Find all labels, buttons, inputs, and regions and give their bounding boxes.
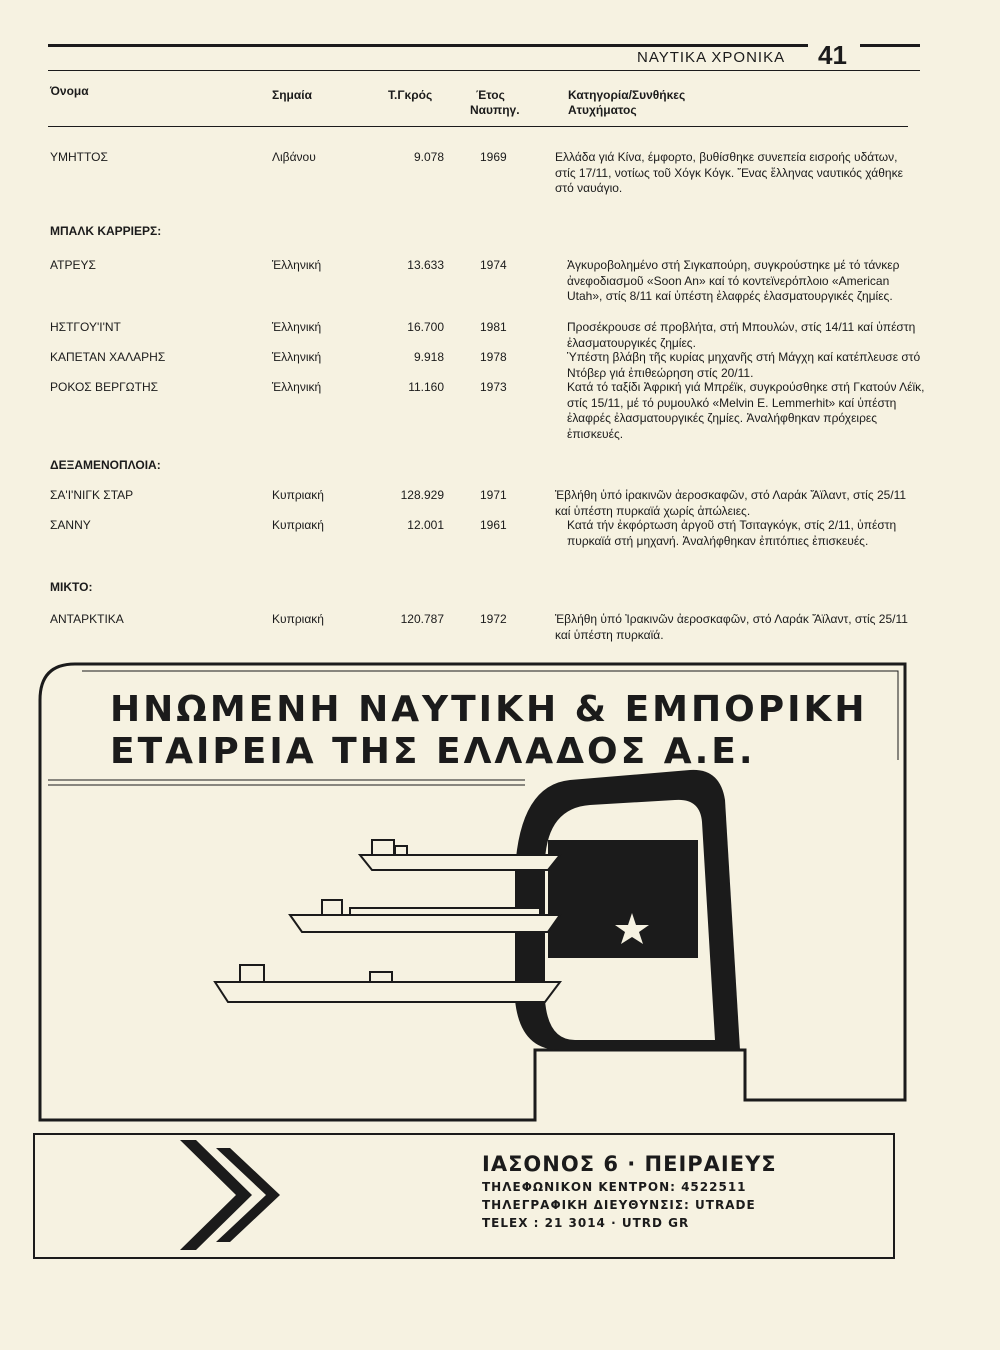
ship-grt: 9.918 xyxy=(413,350,444,364)
ship-flag: Ἑλληνική xyxy=(272,320,322,334)
ship-grt: 128.929 xyxy=(400,488,444,502)
col-header-year-1: Έτος xyxy=(476,88,505,102)
ad-address: ΙΑΣΟΝΟΣ 6 · ΠΕΙΡΑΙΕΥΣ xyxy=(482,1152,777,1176)
ship-grt: 120.787 xyxy=(400,612,444,626)
ship-flag: Κυπριακή xyxy=(272,488,324,502)
ad-telegraph: ΤΗΛΕΓΡΑΦΙΚΗ ΔΙΕΥΘΥΝΣΙΣ: UTRADE xyxy=(482,1198,756,1212)
ad-company-name-line-2: ΕΤΑΙΡΕΙΑ ΤΗΣ ΕΛΛΑΔΟΣ Α.Ε. xyxy=(110,731,756,772)
ad-phone: ΤΗΛΕΦΩΝΙΚΟΝ ΚΕΝΤΡΟΝ: 4522511 xyxy=(482,1180,747,1194)
ship-year: 1972 xyxy=(480,612,507,626)
ship-year: 1969 xyxy=(480,150,507,164)
ship-description: Ελλάδα γιά Κίνα, έμφορτο, βυθίσθηκε συνεπεία εισροής υδάτων, στίς 17/11, νοτίως τοῦ Χόγκ Κόγκ. Ἕνας ἕλληνας ναυτικός χάθηκε στό ναυάγιο. xyxy=(555,150,903,195)
ship-name: ΡΟΚΟΣ ΒΕΡΓΩΤΗΣ xyxy=(50,380,159,394)
ship-grt: 13.633 xyxy=(407,258,444,272)
col-header-flag: Σημαία xyxy=(272,88,312,102)
ship-description: Προσέκρουσε σέ προβλήτα, στή Μπουλών, στίς 14/11 καί ὑπέστη ἐλασματουργικές ζημίες. xyxy=(567,320,916,350)
page-number: 41 xyxy=(818,40,847,70)
ship-description: Ἐβλήθη ὑπό Ἰρακινῶν ἀεροσκαφῶν, στό Λαράκ Ἄϊλαντ, στίς 25/11 καί ὑπέστη πυρκαϊά. xyxy=(555,612,908,642)
ship-year: 1981 xyxy=(480,320,507,334)
ship-year: 1974 xyxy=(480,258,507,272)
ship-name: ΣΑΝΝΥ xyxy=(50,518,91,532)
col-header-name: Όνομα xyxy=(50,84,89,98)
ship-year: 1961 xyxy=(480,518,507,532)
ship-name: ΑΝΤΑΡΚΤΙΚΑ xyxy=(50,612,124,626)
section-heading: ΜΙΚΤΟ: xyxy=(50,580,93,594)
section-heading: ΔΕΞΑΜΕΝΟΠΛΟΙΑ: xyxy=(50,458,161,472)
section-heading: ΜΠΑΛΚ ΚΑΡΡΙΕΡΣ: xyxy=(50,224,162,238)
ship-name: ΗΣΤΓΟΥ'Ι'ΝΤ xyxy=(50,320,121,334)
col-header-grt: Τ.Γκρός xyxy=(388,88,433,102)
ship-bottom xyxy=(215,965,560,1002)
ship-flag: Ἑλληνική xyxy=(272,258,322,272)
ship-description: Ἐβλήθη ὑπό ἰρακινῶν ἀεροσκαφῶν, στό Λαράκ Ἄϊλαντ, στίς 25/11 καί ὑπέστη πυρκαϊά χωρίς ἀπώλειες. xyxy=(555,488,907,518)
ad-telex: TELEX : 21 3014 · UTRD GR xyxy=(482,1216,690,1230)
ship-flag: Λιβάνου xyxy=(272,150,316,164)
ad-company-name-line-1: ΗΝΩΜΕΝΗ ΝΑΥΤΙΚΗ & ΕΜΠΟΡΙΚΗ xyxy=(110,689,868,730)
ship-name: ΣΑ'Ι'ΝΙΓΚ ΣΤΑΡ xyxy=(50,488,134,502)
ship-grt: 11.160 xyxy=(408,380,444,394)
ship-year: 1971 xyxy=(480,488,507,502)
col-header-category-1: Κατηγορία/Συνθήκες xyxy=(568,88,686,102)
ship-flag: Κυπριακή xyxy=(272,612,324,626)
ship-description: Κατά τήν ἐκφόρτωση ἀργοῦ στή Τσιταγκόγκ, στίς 2/11, ὑπέστη πυρκαϊά στή μηχανή. Ἀναλήφθηκαν ἐπιτόπιες ἐπισκευές. xyxy=(567,518,897,548)
ship-flag: Ἑλληνική xyxy=(272,380,322,394)
ship-flag: Κυπριακή xyxy=(272,518,324,532)
ship-description: Ἀγκυροβολημένο στή Σιγκαπούρη, συγκρούστηκε μέ τό τάνκερ ἀνεφοδιασμοῦ «Soon An» καί τό κοντεϊνερόπλοιο «American Utah», στίς 8/11 καί ὑπέστη ἐλαφρές ἐλασματουργικές ζημίες. xyxy=(567,258,900,303)
col-header-year-2: Ναυπηγ. xyxy=(470,103,520,117)
ship-name: ΥΜΗΤΤΟΣ xyxy=(50,150,108,164)
magazine-title: ΝΑΥΤΙΚΑ ΧΡΟΝΙΚΑ xyxy=(637,49,786,66)
ship-description: Κατά τό ταξίδι Ἀφρική γιά Μπρέϊκ, συγκρούσθηκε στή Γκατούν Λέϊκ, στίς 15/11, μέ τό ρυμουλκό «Melvin E. Lemmerhit» καί ὑπέστη ἐλαφρές ἐλασματουργικές ζημίες. Ἀναλήφθηκαν πρόχειρες ἐπισκευές. xyxy=(567,380,925,441)
ship-name: ΚΑΠΕΤΑΝ ΧΑΛΑΡΗΣ xyxy=(50,350,166,364)
col-header-category-2: Ατυχήματος xyxy=(568,103,637,117)
ship-grt: 16.700 xyxy=(407,320,444,334)
ship-grt: 9.078 xyxy=(413,150,444,164)
ship-flag: Ἑλληνική xyxy=(272,350,322,364)
ship-grt: 12.001 xyxy=(407,518,444,532)
ship-year: 1973 xyxy=(480,380,507,394)
ship-name: ΑΤΡΕΥΣ xyxy=(50,258,96,272)
ship-year: 1978 xyxy=(480,350,507,364)
ship-description: Ὑπέστη βλάβη τῆς κυρίας μηχανῆς στή Μάγχη καί κατέπλευσε στό Ντόβερ γιά ἐπιθεώρηση στίς 20/11. xyxy=(567,350,921,380)
